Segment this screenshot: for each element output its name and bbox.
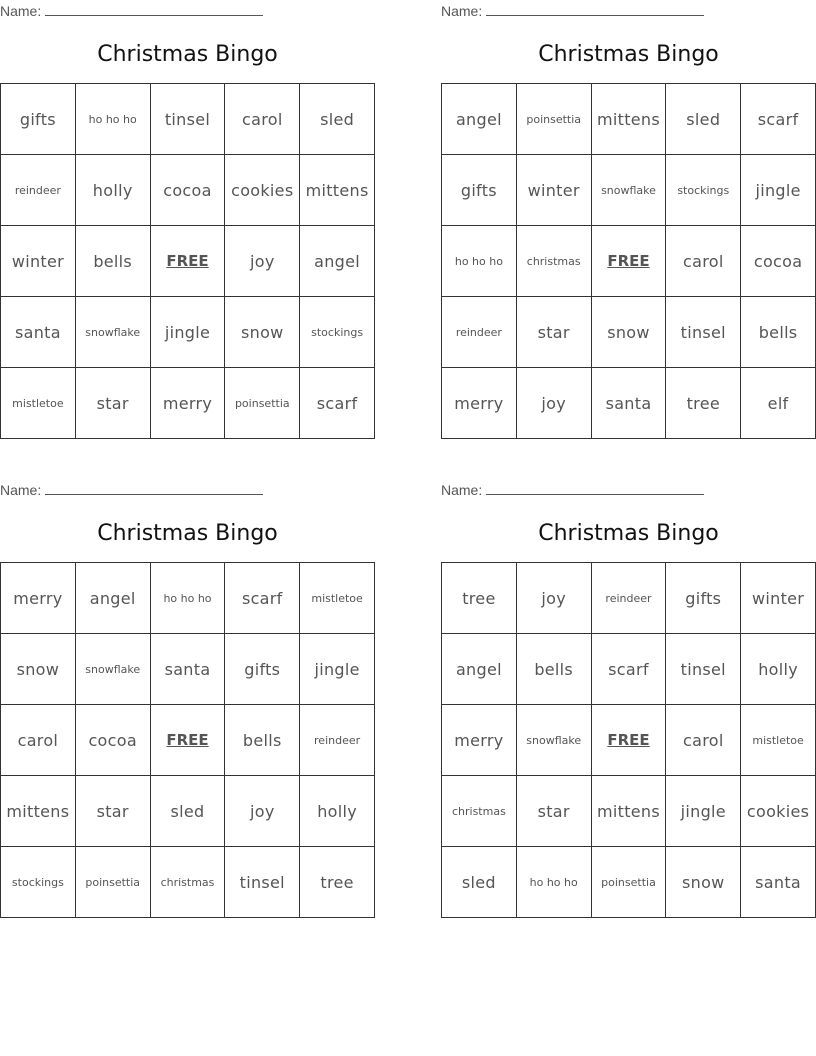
bingo-cell: carol xyxy=(1,705,76,776)
bingo-cell: jingle xyxy=(666,776,741,847)
bingo-cell: scarf xyxy=(741,84,816,155)
bingo-cell: carol xyxy=(666,226,741,297)
bingo-cell: snowflake xyxy=(516,705,591,776)
bingo-cell: merry xyxy=(442,368,517,439)
bingo-cell: snow xyxy=(225,297,300,368)
bingo-cell: tree xyxy=(666,368,741,439)
bingo-cell: ho ho ho xyxy=(75,84,150,155)
name-label: Name: xyxy=(441,482,483,498)
bingo-cell: tinsel xyxy=(666,297,741,368)
grid-row xyxy=(442,847,816,918)
bingo-cell: mittens xyxy=(300,155,375,226)
bingo-cell: star xyxy=(516,776,591,847)
bingo-cell: poinsettia xyxy=(225,368,300,439)
bingo-grid xyxy=(0,83,375,439)
name-label: Name: xyxy=(0,3,42,19)
bingo-cell: mistletoe xyxy=(1,368,76,439)
bingo-cell: merry xyxy=(150,368,225,439)
bingo-cell: angel xyxy=(300,226,375,297)
bingo-cell: bells xyxy=(75,226,150,297)
bingo-cell: christmas xyxy=(516,226,591,297)
bingo-cell: santa xyxy=(1,297,76,368)
grid-row xyxy=(1,84,375,155)
bingo-cell: snow xyxy=(591,297,666,368)
card-title: Christmas Bingo xyxy=(97,42,278,67)
bingo-cell: reindeer xyxy=(300,705,375,776)
grid-row xyxy=(442,634,816,705)
bingo-cell: poinsettia xyxy=(591,847,666,918)
grid-row xyxy=(1,776,375,847)
bingo-cell: winter xyxy=(516,155,591,226)
name-line xyxy=(486,15,704,16)
bingo-cell: holly xyxy=(75,155,150,226)
name-label: Name: xyxy=(441,3,483,19)
bingo-cell: santa xyxy=(591,368,666,439)
bingo-cell: snowflake xyxy=(75,297,150,368)
bingo-cell: stockings xyxy=(666,155,741,226)
bingo-cell: stockings xyxy=(1,847,76,918)
bingo-cell: santa xyxy=(741,847,816,918)
name-label: Name: xyxy=(0,482,42,498)
bingo-cell: mistletoe xyxy=(300,563,375,634)
bingo-cell: mistletoe xyxy=(741,705,816,776)
grid-row xyxy=(1,155,375,226)
bingo-cell: ho ho ho xyxy=(150,563,225,634)
bingo-cell: gifts xyxy=(442,155,517,226)
bingo-cell: scarf xyxy=(225,563,300,634)
bingo-cell: reindeer xyxy=(1,155,76,226)
bingo-cell: tree xyxy=(300,847,375,918)
bingo-cell: carol xyxy=(666,705,741,776)
free-space-cell: FREE xyxy=(591,226,666,297)
name-line xyxy=(486,494,704,495)
bingo-cell: carol xyxy=(225,84,300,155)
bingo-cell: angel xyxy=(75,563,150,634)
bingo-cell: cookies xyxy=(225,155,300,226)
bingo-grid xyxy=(441,83,816,439)
bingo-cell: ho ho ho xyxy=(442,226,517,297)
bingo-grid xyxy=(441,562,816,918)
bingo-cell: merry xyxy=(442,705,517,776)
bingo-cell: holly xyxy=(741,634,816,705)
bingo-cell: merry xyxy=(1,563,76,634)
grid-row xyxy=(1,297,375,368)
bingo-cell: tinsel xyxy=(225,847,300,918)
bingo-cell: sled xyxy=(300,84,375,155)
bingo-cell: jingle xyxy=(150,297,225,368)
bingo-cell: cookies xyxy=(741,776,816,847)
bingo-cell: star xyxy=(516,297,591,368)
bingo-cell: bells xyxy=(516,634,591,705)
grid-row xyxy=(442,368,816,439)
bingo-cell: cocoa xyxy=(741,226,816,297)
bingo-grid xyxy=(0,562,375,918)
bingo-cell: gifts xyxy=(1,84,76,155)
bingo-cell: winter xyxy=(1,226,76,297)
bingo-cell: santa xyxy=(150,634,225,705)
bingo-cell: snow xyxy=(666,847,741,918)
bingo-cell: tinsel xyxy=(150,84,225,155)
grid-row xyxy=(1,634,375,705)
bingo-cell: snow xyxy=(1,634,76,705)
bingo-cell: holly xyxy=(300,776,375,847)
bingo-cell: scarf xyxy=(591,634,666,705)
bingo-cell: tinsel xyxy=(666,634,741,705)
bingo-cell: poinsettia xyxy=(75,847,150,918)
bingo-cell: ho ho ho xyxy=(516,847,591,918)
bingo-cell: christmas xyxy=(442,776,517,847)
bingo-cell: sled xyxy=(666,84,741,155)
bingo-cell: snowflake xyxy=(591,155,666,226)
grid-row xyxy=(442,297,816,368)
free-space-cell: FREE xyxy=(150,705,225,776)
bingo-cell: bells xyxy=(225,705,300,776)
bingo-cell: joy xyxy=(225,226,300,297)
bingo-cell: mittens xyxy=(591,84,666,155)
bingo-cell: joy xyxy=(225,776,300,847)
bingo-cell: joy xyxy=(516,368,591,439)
bingo-cell: snowflake xyxy=(75,634,150,705)
bingo-cell: gifts xyxy=(225,634,300,705)
grid-row xyxy=(442,563,816,634)
card-title: Christmas Bingo xyxy=(97,521,278,546)
grid-row xyxy=(442,776,816,847)
grid-row xyxy=(442,84,816,155)
grid-row xyxy=(1,368,375,439)
bingo-cell: reindeer xyxy=(591,563,666,634)
bingo-cell: elf xyxy=(741,368,816,439)
bingo-cell: reindeer xyxy=(442,297,517,368)
name-line xyxy=(45,494,263,495)
bingo-cell: jingle xyxy=(741,155,816,226)
grid-row xyxy=(1,226,375,297)
card-title: Christmas Bingo xyxy=(538,42,719,67)
grid-row xyxy=(1,847,375,918)
bingo-cell: jingle xyxy=(300,634,375,705)
card-title: Christmas Bingo xyxy=(538,521,719,546)
grid-row xyxy=(1,563,375,634)
bingo-cell: poinsettia xyxy=(516,84,591,155)
bingo-cell: angel xyxy=(442,84,517,155)
bingo-cell: sled xyxy=(442,847,517,918)
bingo-cell: stockings xyxy=(300,297,375,368)
bingo-cell: cocoa xyxy=(150,155,225,226)
bingo-cell: star xyxy=(75,776,150,847)
bingo-cell: christmas xyxy=(150,847,225,918)
grid-row xyxy=(442,155,816,226)
bingo-cell: mittens xyxy=(1,776,76,847)
bingo-cell: joy xyxy=(516,563,591,634)
free-space-cell: FREE xyxy=(150,226,225,297)
name-line xyxy=(45,15,263,16)
bingo-cell: tree xyxy=(442,563,517,634)
bingo-cell: sled xyxy=(150,776,225,847)
bingo-cell: cocoa xyxy=(75,705,150,776)
grid-row xyxy=(442,705,816,776)
bingo-cell: gifts xyxy=(666,563,741,634)
bingo-cell: scarf xyxy=(300,368,375,439)
bingo-cell: winter xyxy=(741,563,816,634)
bingo-cell: star xyxy=(75,368,150,439)
bingo-cell: bells xyxy=(741,297,816,368)
free-space-cell: FREE xyxy=(591,705,666,776)
bingo-cell: mittens xyxy=(591,776,666,847)
bingo-cell: angel xyxy=(442,634,517,705)
grid-row xyxy=(442,226,816,297)
grid-row xyxy=(1,705,375,776)
